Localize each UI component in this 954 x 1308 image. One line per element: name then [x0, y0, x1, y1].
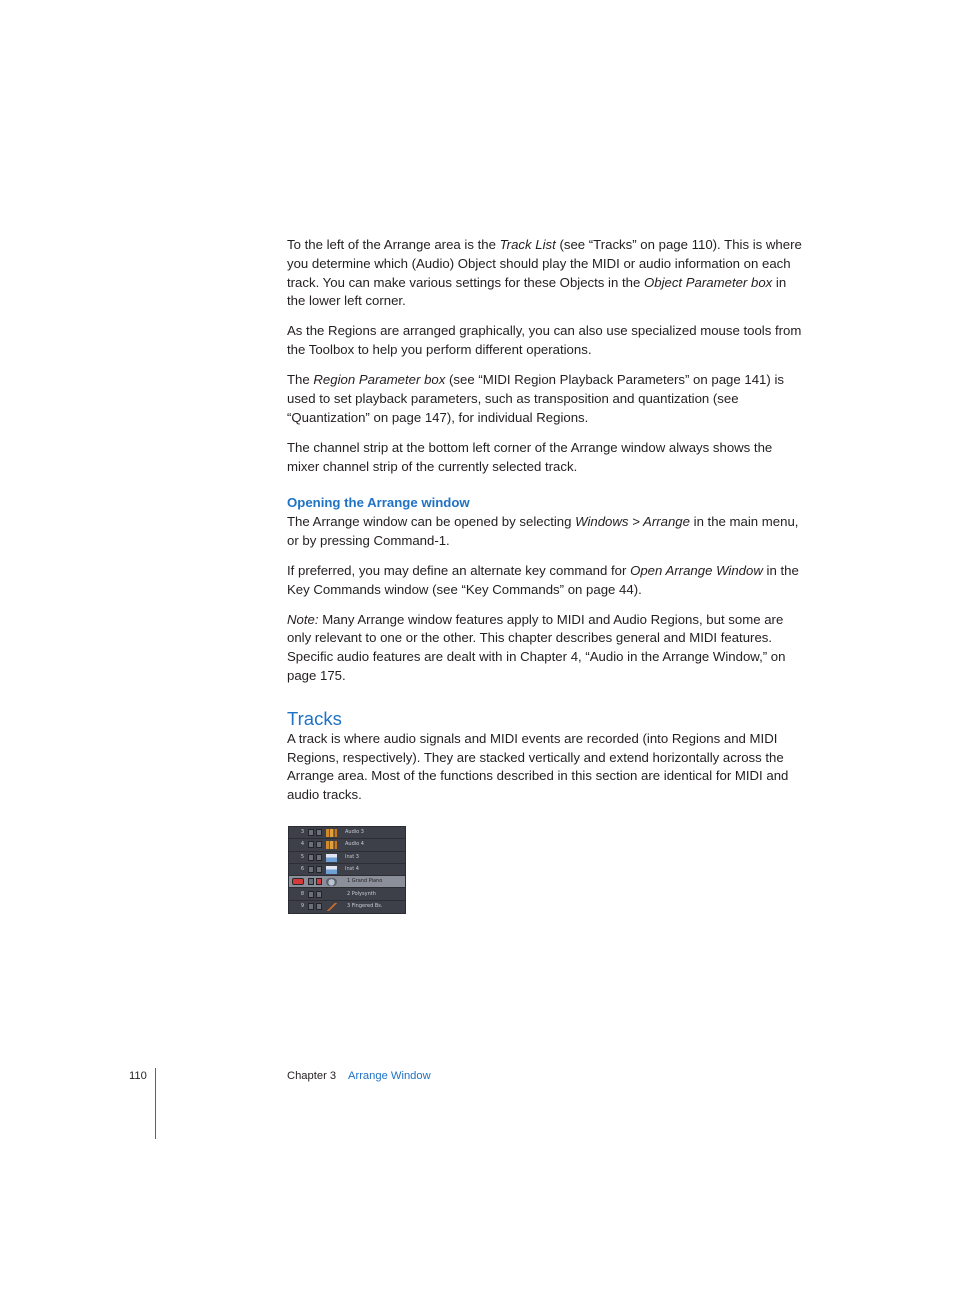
- text-run: (see “Tracks” on page 110). This is where you determine which (Audio) Object should play the MIDI or audio information on each track. You can make various settings for these Objects in the: [287, 237, 802, 290]
- piano-icon: [326, 878, 337, 886]
- track-number: 4: [300, 841, 304, 848]
- track-list-figure: [288, 826, 406, 914]
- mute-button[interactable]: [308, 891, 314, 898]
- track-name: Audio 4: [345, 841, 364, 848]
- track-name: 2 Polysynth: [347, 890, 376, 897]
- track-number: 9: [300, 902, 304, 909]
- subheading-opening-arrange: Opening the Arrange window: [287, 495, 470, 511]
- paragraph-key-command: [287, 562, 807, 600]
- text-run: in the Key Commands window (see “Key Commands” on page 44).: [287, 562, 799, 597]
- solo-button[interactable]: [316, 854, 322, 861]
- track-name: 1 Grand Piano: [347, 878, 383, 885]
- emphasis-open-arrange-window: Open Arrange Window: [630, 562, 763, 578]
- paragraph-open-window: [287, 513, 807, 551]
- track-name: Inst 3: [345, 853, 359, 860]
- text-run: Many Arrange window features apply to MIDI and Audio Regions, but some are only relevant to one or the other. This chapter describes general and MIDI features. Specific audio features are dealt with in Chapter 4, “Audio in the Arrange Window,” on page 175.: [287, 611, 786, 684]
- footer-divider: [155, 1068, 156, 1139]
- mute-button[interactable]: [308, 866, 314, 873]
- text-run: (see “MIDI Region Playback Parameters” on page 141) is used to set playback parameters, such as transposition and quantization (see “Quantization” on page 147), for individual Regions.: [287, 372, 784, 425]
- section-title-tracks: Tracks: [287, 707, 342, 729]
- track-name: Inst 4: [345, 865, 359, 872]
- track-name: 3 Fingered Bs.: [347, 902, 383, 909]
- footer-chapter-title: Arrange Window: [348, 1070, 431, 1082]
- track-number: 3: [300, 829, 304, 835]
- page-number: 110: [129, 1070, 147, 1082]
- track-number: 6: [300, 865, 304, 872]
- emphasis-menu-path: Windows > Arrange: [575, 514, 690, 530]
- instrument-icon: [326, 866, 337, 874]
- mute-button[interactable]: [308, 878, 314, 885]
- record-enable-button[interactable]: [292, 878, 304, 885]
- audio-icon: [326, 841, 337, 849]
- mute-button[interactable]: [308, 841, 314, 848]
- text-run: If preferred, you may define an alternate key command for: [287, 562, 631, 578]
- bass-icon: [326, 903, 337, 911]
- note-label: Note:: [287, 611, 319, 627]
- solo-button[interactable]: [316, 891, 322, 898]
- body-text: [287, 236, 807, 816]
- emphasis-track-list: Track List: [499, 237, 556, 252]
- footer-chapter: Chapter 3: [287, 1070, 337, 1082]
- text-run: To the left of the Arrange area is the: [287, 237, 500, 252]
- track-row[interactable]: [289, 889, 405, 901]
- emphasis-object-parameter-box: Object Parameter box: [643, 274, 773, 290]
- solo-button[interactable]: [316, 866, 322, 873]
- paragraph-region-parameter: [287, 371, 807, 427]
- paragraph-note: [287, 611, 807, 686]
- track-row[interactable]: [289, 864, 405, 876]
- track-row[interactable]: [289, 827, 405, 839]
- text-run: The Arrange window can be opened by selecting: [287, 514, 576, 530]
- mute-button[interactable]: [308, 854, 314, 861]
- solo-button[interactable]: [316, 903, 322, 910]
- track-row[interactable]: [289, 901, 405, 913]
- track-row[interactable]: [289, 839, 405, 851]
- track-number: 8: [300, 890, 304, 897]
- solo-button[interactable]: [316, 878, 322, 885]
- paragraph-track-list: [287, 236, 807, 311]
- track-row-selected[interactable]: [289, 876, 405, 888]
- paragraph-tracks: A track is where audio signals and MIDI events are recorded (into Regions and MIDI Regions, respectively). They are stacked vertically and extend horizontally across the Arrange area. Most of the functions described in this section are identical for MIDI and audio tracks.: [287, 730, 789, 803]
- audio-icon: [326, 829, 337, 837]
- paragraph-channel-strip: The channel strip at the bottom left corner of the Arrange window always shows the mixer channel strip of the currently selected track.: [287, 439, 773, 474]
- emphasis-region-parameter-box: Region Parameter box: [313, 372, 446, 388]
- text-run: in the main menu, or by pressing Command-1.: [287, 514, 799, 548]
- text-run: The: [287, 372, 314, 388]
- track-number: 5: [300, 853, 304, 860]
- text-run: in the lower left corner.: [287, 274, 787, 309]
- mute-button[interactable]: [308, 903, 314, 910]
- track-row[interactable]: [289, 852, 405, 864]
- instrument-icon: [326, 854, 337, 862]
- solo-button[interactable]: [316, 829, 322, 836]
- mute-button[interactable]: [308, 829, 314, 836]
- solo-button[interactable]: [316, 841, 322, 848]
- paragraph-toolbox: As the Regions are arranged graphically, you can also use specialized mouse tools from the Toolbox to help you perform different operations.: [287, 323, 802, 358]
- track-name: Audio 3: [345, 829, 364, 835]
